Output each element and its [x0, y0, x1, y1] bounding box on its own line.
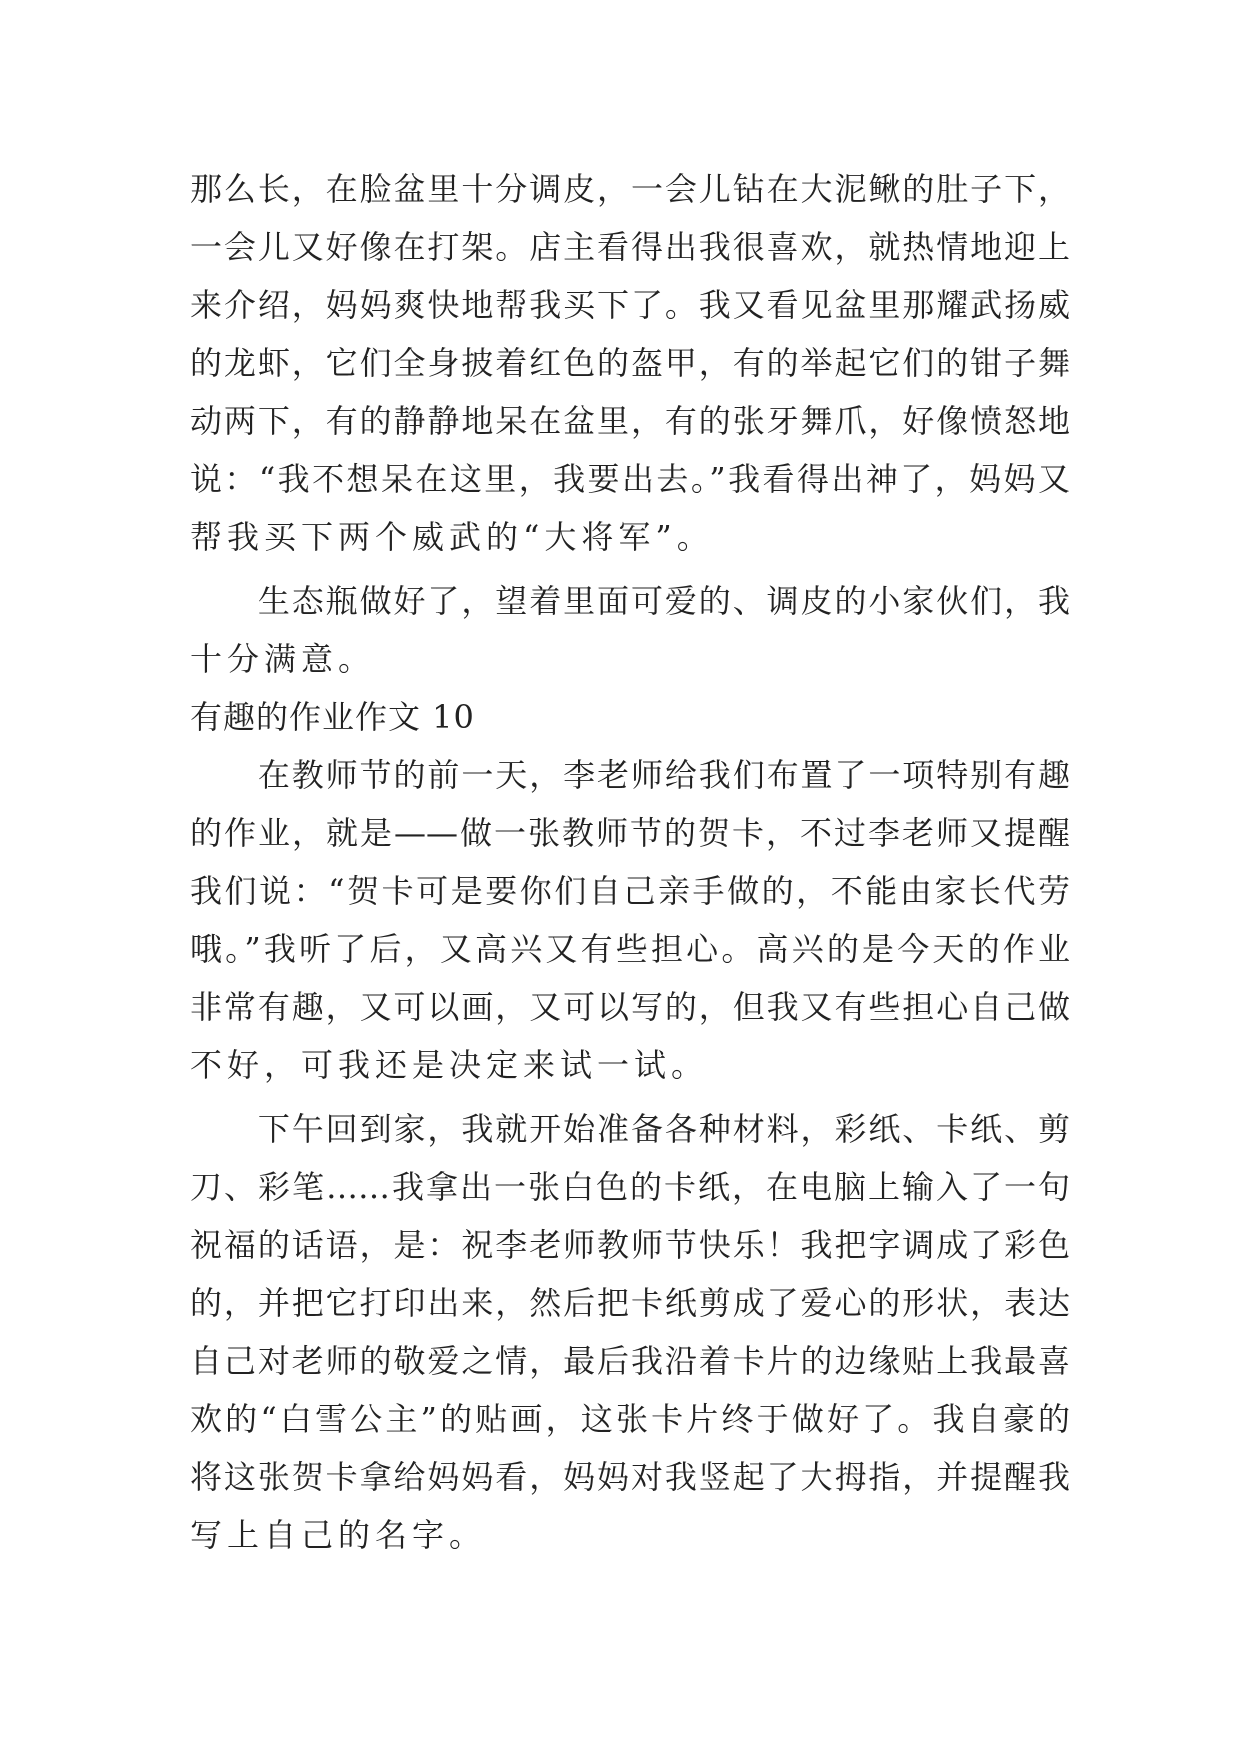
paragraph-3	[190, 746, 1070, 1094]
text-line: 非常有趣，又可以画，又可以写的，但我又有些担心自己做	[190, 988, 1070, 1026]
text-line: 自己对老师的敬爱之情，最后我沿着卡片的边缘贴上我最喜	[190, 1342, 1070, 1380]
text-line: 十分满意。	[190, 640, 376, 678]
text-line: 刀、彩笔……我拿出一张白色的卡纸，在电脑上输入了一句	[190, 1168, 1070, 1206]
text-line: 的龙虾，它们全身披着红色的盔甲，有的举起它们的钳子舞	[190, 344, 1070, 382]
paragraph-4	[190, 1100, 1070, 1564]
text-line: 哦。”我听了后，又高兴又有些担心。高兴的是今天的作业	[190, 930, 1070, 968]
text-line: 生态瓶做好了，望着里面可爱的、调皮的小家伙们，我	[190, 582, 1070, 620]
text-line: 欢的“白雪公主”的贴画，这张卡片终于做好了。我自豪的	[190, 1400, 1070, 1438]
text-line: 我们说：“贺卡可是要你们自己亲手做的，不能由家长代劳	[190, 872, 1070, 910]
text-line: 写上自己的名字。	[190, 1516, 487, 1554]
text-line: 那么长，在脸盆里十分调皮，一会儿钻在大泥鳅的肚子下，	[190, 170, 1070, 208]
text-line: 动两下，有的静静地呆在盆里，有的张牙舞爪，好像愤怒地	[190, 402, 1070, 440]
text-line: 的，并把它打印出来，然后把卡纸剪成了爱心的形状，表达	[190, 1284, 1070, 1322]
text-line: 不好，可我还是决定来试一试。	[190, 1046, 709, 1084]
text-line: 一会儿又好像在打架。店主看得出我很喜欢，就热情地迎上	[190, 228, 1070, 266]
text-line: 在教师节的前一天，李老师给我们布置了一项特别有趣	[190, 756, 1070, 794]
text-line: 说：“我不想呆在这里，我要出去。”我看得出神了，妈妈又	[190, 460, 1070, 498]
section-heading: 有趣的作业作文 10	[190, 698, 475, 736]
text-line: 帮我买下两个威武的“大将军”。	[190, 518, 714, 556]
text-line: 下午回到家，我就开始准备各种材料，彩纸、卡纸、剪	[190, 1110, 1070, 1148]
text-line: 将这张贺卡拿给妈妈看，妈妈对我竖起了大拇指，并提醒我	[190, 1458, 1070, 1496]
paragraph-1	[190, 160, 1070, 566]
document-body	[190, 160, 1070, 1564]
text-line: 来介绍，妈妈爽快地帮我买下了。我又看见盆里那耀武扬威	[190, 286, 1070, 324]
text-line: 的作业，就是——做一张教师节的贺卡，不过李老师又提醒	[190, 814, 1070, 852]
text-line: 祝福的话语，是：祝李老师教师节快乐！我把字调成了彩色	[190, 1226, 1070, 1264]
paragraph-2	[190, 572, 1070, 688]
